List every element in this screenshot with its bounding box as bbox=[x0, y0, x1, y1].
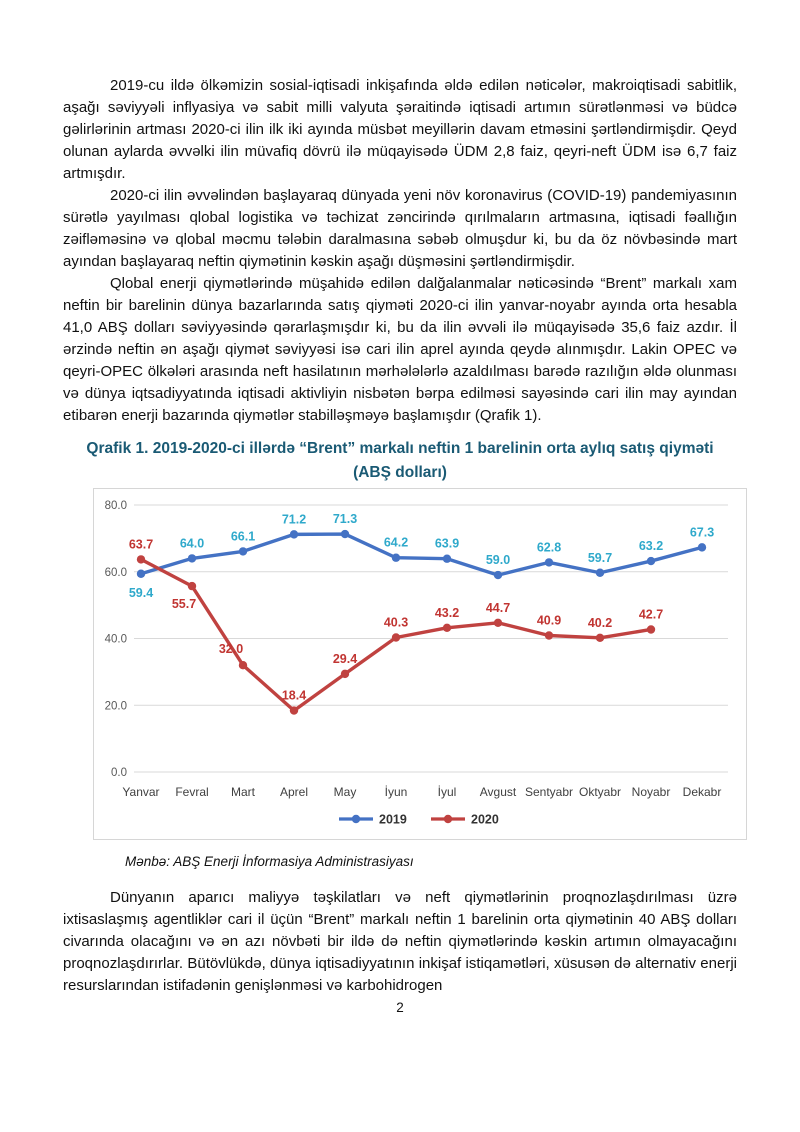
data-point-2019 bbox=[188, 554, 196, 562]
data-label-2019: 59.7 bbox=[587, 550, 613, 565]
data-label-2020: 40.3 bbox=[383, 615, 409, 630]
data-point-2019 bbox=[341, 530, 349, 538]
data-point-2019 bbox=[494, 571, 502, 579]
data-label-2019: 67.3 bbox=[689, 525, 715, 540]
data-label-2019: 63.2 bbox=[638, 539, 664, 554]
paragraph-intro-2019: 2019-cu ildə ölkəmizin sosial-iqtisadi inkişafında əldə edilən nəticələr, makroiqtisadi sabitlik, aşağı səviyyəli inflyasiya və sabit milli valyuta şəraitində iqtisadi artımın sürətlənməsi və büdcə gəlirlərinin artması 2020-ci ilin ilk iki ayında müsbət meyillərin davam etməsini şərtləndirmişdir. Qeyd olunan aylarda əvvəlki ilin müvafiq dövrü ilə müqayisədə ÜDM 2,8 faiz, qeyri-neft ÜDM isə 6,7 faiz artmışdır. bbox=[63, 77, 737, 182]
chart-canvas bbox=[94, 489, 746, 839]
x-axis-tick-label: İyun bbox=[384, 785, 408, 799]
data-point-2020 bbox=[545, 631, 553, 639]
data-label-2020: 43.2 bbox=[434, 605, 460, 620]
series-line-2019 bbox=[141, 534, 702, 575]
data-label-2020: 42.7 bbox=[638, 607, 664, 622]
y-axis-tick-label: 80.0 bbox=[104, 500, 127, 512]
legend-marker-2020 bbox=[444, 815, 452, 823]
data-label-2019: 59.4 bbox=[128, 585, 154, 600]
brent-price-line-chart bbox=[93, 488, 747, 840]
x-axis-tick-label: Yanvar bbox=[122, 785, 160, 799]
data-label-2019: 71.2 bbox=[281, 512, 307, 527]
data-label-2019: 64.2 bbox=[383, 535, 409, 550]
x-axis-tick-label: Mart bbox=[231, 785, 255, 799]
figure-source: Mənbə: ABŞ Enerji İnformasiya Administrasiyası bbox=[125, 854, 414, 869]
data-point-2019 bbox=[392, 554, 400, 562]
x-axis-tick-label: Aprel bbox=[279, 785, 309, 799]
data-label-2020: 40.9 bbox=[536, 613, 562, 628]
paragraph-covid: 2020-ci ilin əvvəlindən başlayaraq dünyada yeni növ koronavirus (COVID-19) pandemiyasının sürətlə yayılması qlobal logistika və təchizat zəncirində qırılmaların artmasına, iqtisadi fəallığın zəifləməsinə və qlobal məcmu tələbin daralmasına səbəb olmuşdur ki, bu da öz növbəsində mart ayından başlayaraq neftin qiymətinin kəskin aşağı düşməsini şərtləndirmişdir. bbox=[63, 187, 737, 270]
data-point-2019 bbox=[545, 558, 553, 566]
y-axis-tick-label: 0.0 bbox=[111, 767, 127, 779]
data-label-2019: 63.9 bbox=[434, 536, 460, 551]
y-axis-tick-label: 60.0 bbox=[104, 566, 127, 579]
data-point-2019 bbox=[290, 530, 298, 538]
data-label-2020: 44.7 bbox=[485, 600, 511, 615]
x-axis-tick-label: İyul bbox=[437, 785, 457, 799]
data-label-2020: 29.4 bbox=[332, 651, 358, 666]
data-point-2019 bbox=[647, 557, 655, 565]
data-point-2020 bbox=[392, 633, 400, 641]
paragraph-brent-price: Qlobal enerji qiymətlərində müşahidə edilən dalğalanmalar nəticəsində “Brent” markalı xam neftin bir barelinin dünya bazarlarında satış qiyməti 2020-ci ilin yanvar-noyabr ayında orta hesabla 41,0 ABŞ dolları səviyyəsində qərarlaşmışdır ki, bu da ilin əvvəli ilə müqayisədə 35,6 faiz azdır. İl ərzində neftin ən aşağı qiymət səviyyəsi isə cari ilin aprel ayında qeydə alınmışdır. Lakin OPEC və qeyri-OPEC ölkələri arasında neft hasilatının mərhələlərlə azaldılması barədə razılığın əldə olunması və dünya iqtsadiyyatında iqtisadi aktivliyin nisbətən bərpa edilməsi sayəsində cari ilin may ayından etibarən enerji bazarında qiymətlər stabilləşməyə başlamışdır (Qrafik 1). bbox=[63, 275, 737, 424]
x-axis-tick-label: Avgust bbox=[479, 785, 517, 799]
data-point-2020 bbox=[443, 624, 451, 632]
data-label-2020: 55.7 bbox=[171, 597, 197, 612]
y-axis-tick-label: 40.0 bbox=[104, 633, 127, 646]
paragraph-forecast: Dünyanın aparıcı maliyyə təşkilatları və neft qiymətlərinin proqnozlaşdırılması üzrə ixtisaslaşmış agentliklər cari il üçün “Brent” markalı neftin 1 barelinin orta qiymətinin 40 ABŞ dolları civarında olacağını və ən azı növbəti bir ildə də neftin qiymətlərində kəskin artımın olmayacağını proqnozlaşdırırlar. Bütövlükdə, dünya iqtisadiyyatının inkişaf istiqamətləri, xüsusən də alternativ enerji resurslarından istifadənin genişlənməsi və karbohidrogen bbox=[63, 889, 737, 994]
data-point-2019 bbox=[239, 547, 247, 555]
data-point-2019 bbox=[698, 543, 706, 551]
x-axis-tick-label: Noyabr bbox=[631, 785, 671, 799]
data-point-2020 bbox=[341, 670, 349, 678]
data-label-2020: 63.7 bbox=[128, 537, 154, 552]
figure-title bbox=[63, 437, 737, 485]
x-axis-tick-label: Dekabr bbox=[682, 785, 722, 799]
data-point-2020 bbox=[596, 634, 604, 642]
data-label-2019: 64.0 bbox=[179, 536, 205, 551]
data-label-2019: 66.1 bbox=[230, 529, 256, 544]
data-label-2019: 59.0 bbox=[485, 553, 511, 568]
x-axis-tick-label: Oktyabr bbox=[578, 785, 622, 799]
figure-title-line2: (ABŞ dolları) bbox=[353, 464, 447, 481]
y-axis-tick-label: 20.0 bbox=[104, 700, 127, 713]
data-point-2019 bbox=[596, 569, 604, 577]
data-point-2019 bbox=[443, 555, 451, 563]
data-label-2020: 32.0 bbox=[218, 642, 244, 657]
data-point-2019 bbox=[137, 570, 145, 578]
data-point-2020 bbox=[290, 706, 298, 714]
x-axis-tick-label: Sentyabr bbox=[524, 785, 574, 799]
data-label-2019: 71.3 bbox=[332, 512, 358, 527]
legend-label-2020: 2020 bbox=[471, 812, 499, 827]
data-label-2019: 62.8 bbox=[536, 540, 562, 555]
data-point-2020 bbox=[647, 625, 655, 633]
legend-label-2019: 2019 bbox=[379, 812, 407, 827]
legend-marker-2019 bbox=[352, 815, 360, 823]
x-axis-tick-label: May bbox=[333, 785, 357, 799]
data-point-2020 bbox=[137, 555, 145, 563]
page-number: 2 bbox=[396, 1000, 404, 1015]
data-point-2020 bbox=[188, 582, 196, 590]
x-axis-tick-label: Fevral bbox=[175, 785, 209, 799]
data-point-2020 bbox=[494, 619, 502, 627]
figure-title-line1: Qrafik 1. 2019-2020-ci illərdə “Brent” markalı neftin 1 barelinin orta aylıq satış qiyməti bbox=[86, 440, 714, 457]
data-label-2020: 40.2 bbox=[587, 615, 613, 630]
data-point-2020 bbox=[239, 661, 247, 669]
data-label-2020: 18.4 bbox=[281, 688, 307, 703]
